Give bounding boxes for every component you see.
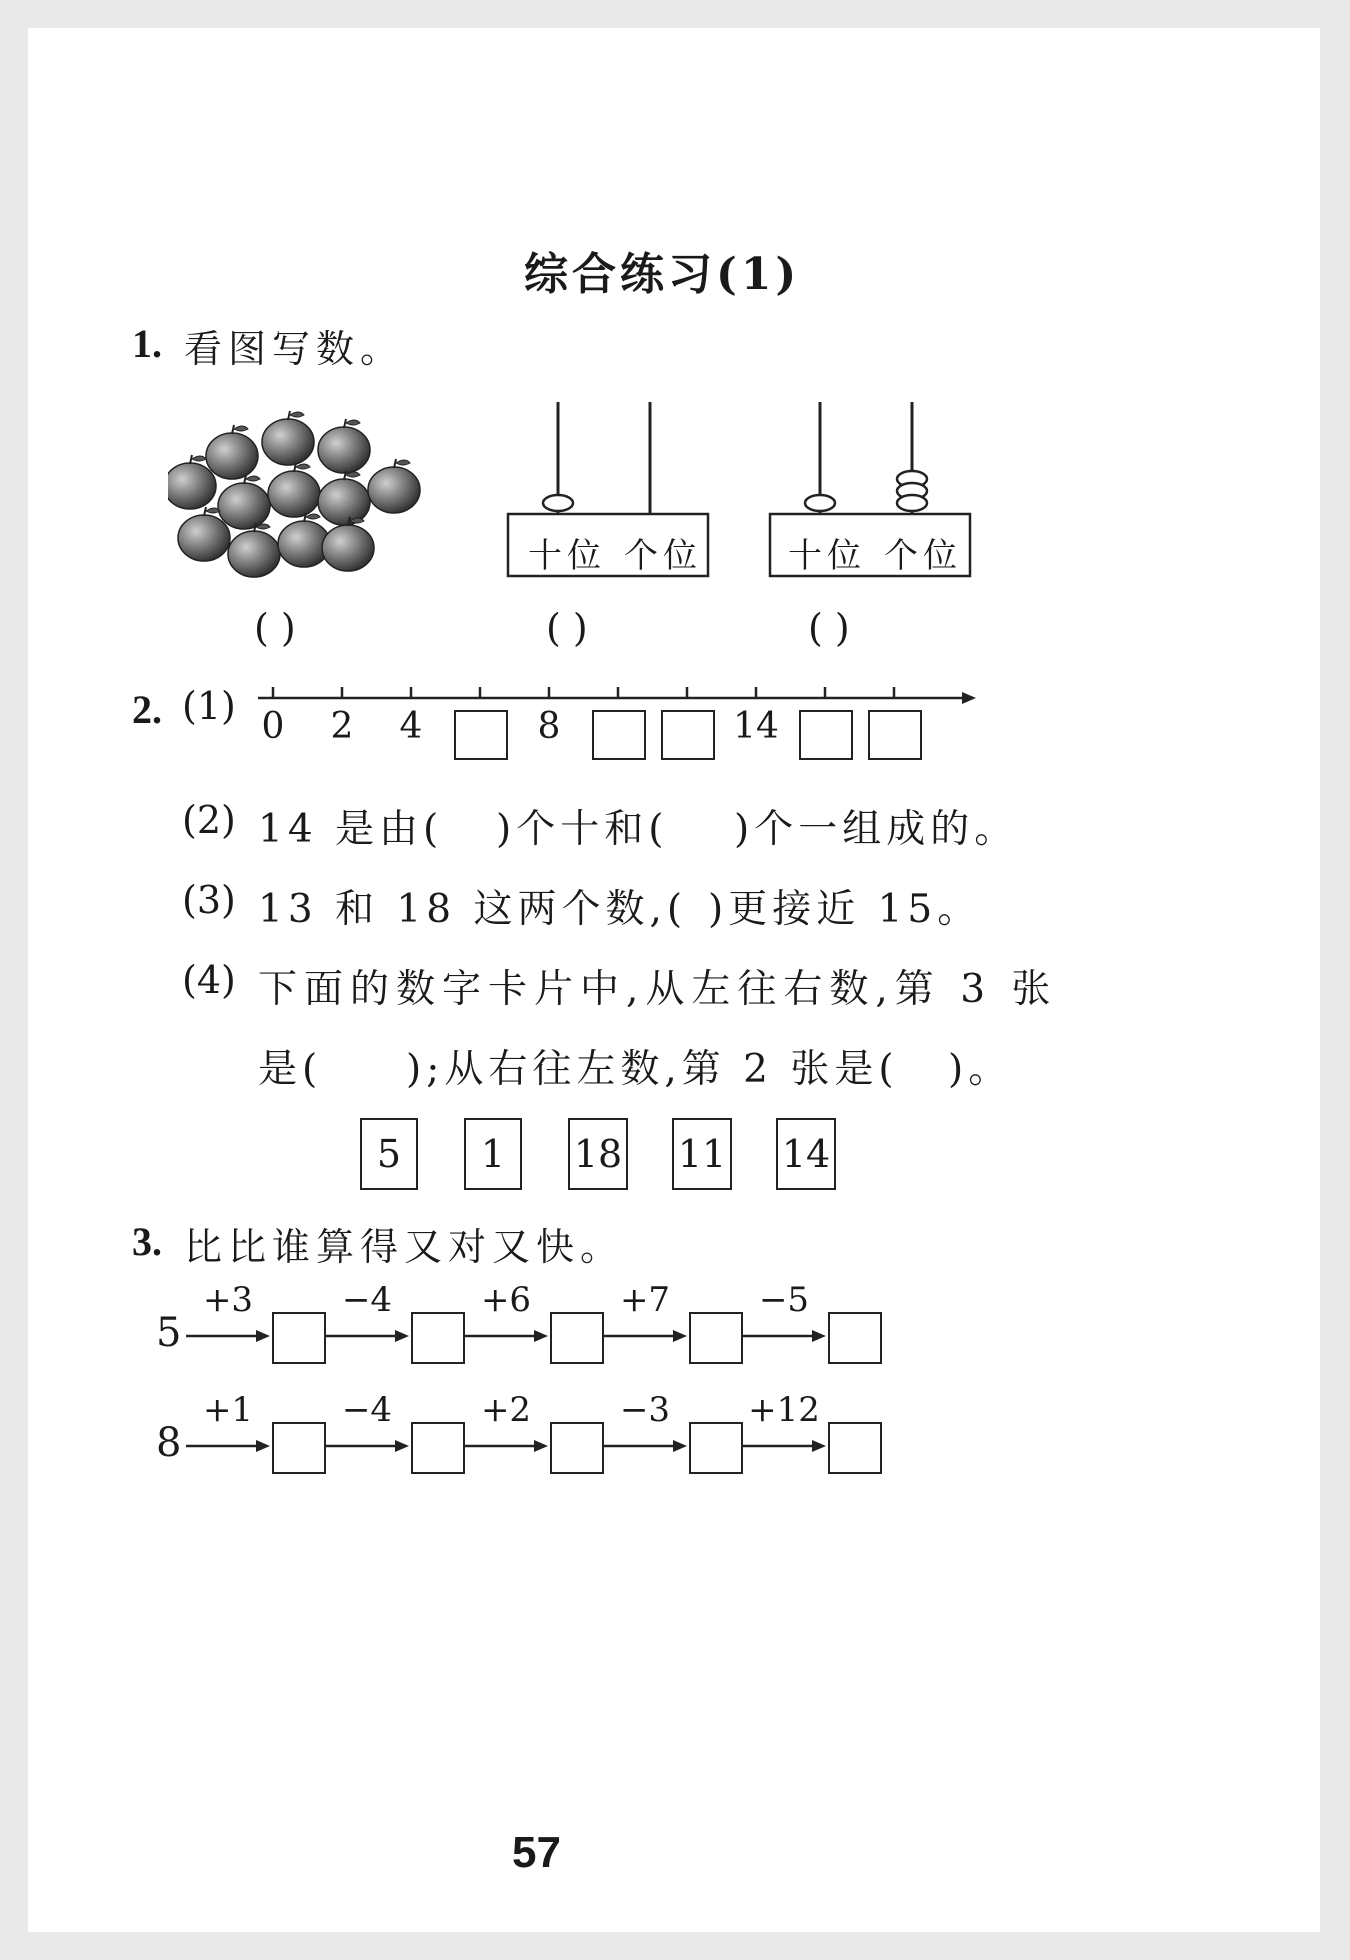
chain-arrow [740,1326,828,1346]
chain-answer-box[interactable] [272,1422,326,1474]
q2-part2-text-a: 14 是由( [258,807,444,852]
worksheet-page [28,28,1320,1932]
chain-answer-box[interactable] [828,1312,882,1364]
number-card: 18 [568,1118,628,1190]
chain-arrow [740,1436,828,1456]
page-title: 综合练习(1) [524,249,801,300]
q1-answer-blank-abacus-one[interactable]: ( ) [546,606,588,650]
number-line-label: 0 [261,706,285,747]
number-line-label: 14 [733,706,779,747]
chain-operation: −4 [341,1280,393,1320]
chain-operation: −5 [758,1280,810,1320]
q2-part4-label: (4) [182,958,236,1002]
chain-operation: +12 [748,1390,820,1430]
number-card: 14 [776,1118,836,1190]
q1-answer-blank-apples[interactable]: ( ) [254,606,296,650]
chain-arrow [462,1436,550,1456]
chain-arrow [601,1326,689,1346]
abacus-two-tens-label: 十位 [788,536,866,576]
number-line-answer-box[interactable] [592,710,646,760]
chain-operation: +2 [480,1390,532,1430]
chain-answer-box[interactable] [828,1422,882,1474]
number-line-label: 4 [399,706,423,747]
chain-answer-box[interactable] [411,1312,465,1364]
q2-part3-label: (3) [182,878,236,922]
page-number: 57 [512,1828,561,1877]
number-line-label: 8 [537,706,561,747]
q1-prompt: 看图写数。 [184,327,405,371]
chain-answer-box[interactable] [550,1312,604,1364]
chain-operation: +1 [202,1390,254,1430]
q2-part2-text-c: )个一组成的。 [734,807,1019,852]
chain-answer-box[interactable] [272,1312,326,1364]
q2-part2-text-b: )个十和( [496,807,669,852]
q2-part4-line2-c: )。 [948,1047,1013,1092]
chain-operation: −3 [619,1390,671,1430]
abacus-one-tens-label: 十位 [528,536,606,576]
chain-arrow [462,1326,550,1346]
number-card: 5 [360,1118,418,1190]
chain-answer-box[interactable] [689,1312,743,1364]
q2-part4-line1: 下面的数字卡片中,从左往右数,第 3 张 [258,967,1058,1012]
number-line-answer-box[interactable] [799,710,853,760]
number-card: 1 [464,1118,522,1190]
chain-arrow [323,1326,411,1346]
chain-start-number: 5 [156,1310,182,1356]
q3-prompt: 比比谁算得又对又快。 [184,1225,625,1269]
number-line-answer-box[interactable] [454,710,508,760]
abacus-two-ones-label: 个位 [884,536,962,576]
q2-part1-label: (1) [182,684,236,728]
chain-arrow [323,1436,411,1456]
chain-start-number: 8 [156,1420,182,1466]
chain-operation: +6 [480,1280,532,1320]
q2-number: 2. [132,687,162,732]
chain-arrow [184,1326,272,1346]
q2-part2-label: (2) [182,798,236,842]
apple-cluster-image [168,408,468,588]
chain-arrow [184,1436,272,1456]
chain-answer-box[interactable] [689,1422,743,1474]
chain-operation: +3 [202,1280,254,1320]
q3-number: 3. [132,1219,162,1264]
q2-part3-text-a: 13 和 18 这两个数,( [258,887,688,932]
number-line-answer-box[interactable] [661,710,715,760]
q1-answer-blank-abacus-two[interactable]: ( ) [808,606,850,650]
chain-arrow [601,1436,689,1456]
chain-operation: +7 [619,1280,671,1320]
chain-answer-box[interactable] [550,1422,604,1474]
q2-part4-line2-a: 是( [258,1047,323,1092]
q2-part3-text-b: )更接近 15。 [708,887,982,932]
number-card: 11 [672,1118,732,1190]
number-line-answer-box[interactable] [868,710,922,760]
number-line-label: 2 [330,706,354,747]
abacus-one-ones-label: 个位 [624,536,702,576]
chain-answer-box[interactable] [411,1422,465,1474]
chain-operation: −4 [341,1390,393,1430]
q2-part4-line2-b: );从右往左数,第 2 张是( [406,1047,899,1092]
q1-number: 1. [132,321,162,366]
